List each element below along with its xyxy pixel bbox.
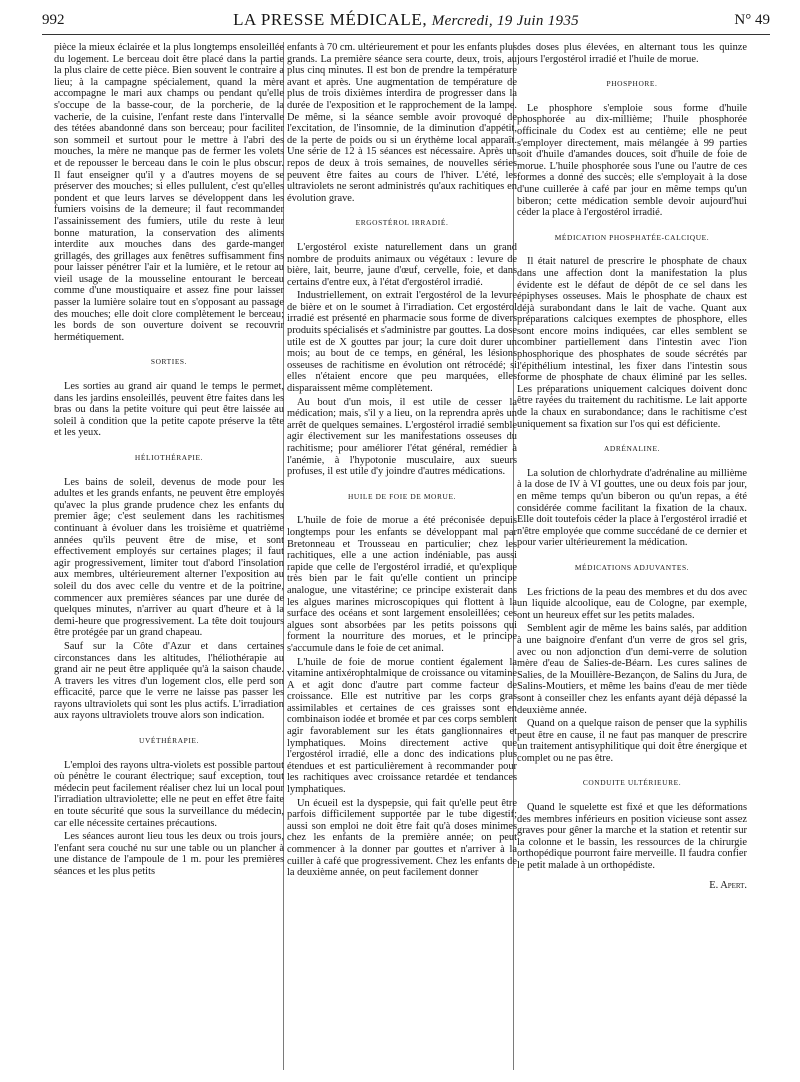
paragraph: pièce la mieux éclairée et la plus longtemps ensoleillée du logement. Le berceau doit être placé dans la partie la plus claire de cette pièce. Bien souvent le contraire a lieu; à la campagne spécialement, quand la mère accompagne le mari aux champs ou pendant qu'elle s'occupe de la basse-cour, de la porcherie, de la vacherie, de la cuisine, l'enfant reste dans l'intervalle des tétées abandonné dans son berceau; pour faciliter son sommeil et surtout pour le mettre à l'abri des mouches, la mère ne manque pas de fermer les volets et de repousser le berceau dans le coin le plus obscur. Il faut enseigner qu'il y a d'autres moyens de se préserver des mouches; si elles pullulent, c'est qu'elles pondent et que leurs larves se développent dans les fumiers voisins de la demeure; il faut recommander l'assainissement des fumiers, utile du reste à leur bonne maturation, la conservation des aliments interdite aux mouches dans des garde-manger grillagés, des grillages aux fenêtres suffisamment fins pour laisser pénétrer l'air et la lumière, et le retour au vieil usage de la mousseline entourant le berceau comme d'une moustiquaire et assez fine pour laisser passer la lumière solaire tout en s'opposant au passage des mouches; elle doit clore complètement le berceau; les bords de son ouverture doivent se recouvrir hermétiquement.: [54, 42, 284, 343]
paragraph: Les bains de soleil, devenus de mode pour les adultes et les grands enfants, ne peuvent être employés qu'avec la plus grande prudence chez les enfants du premier âge; c'est seulement dans les rachitismes continuant à évoluer dans les troisième et quatrième années qu'ils peuvent être de mise, et sont effectivement employés sur certaines plages; il faut agir progressivement, limiter tout d'abord l'insolation aux membres, ultérieurement alterner l'exposition au soleil du dos avec celle du ventre et de la poitrine, commencer aux premières séances par une durée de quelques minutes, n'arriver au quart d'heure et à la demi-heure que progressivement. La tête doit toujours être protégée par un grand chapeau.: [54, 476, 284, 639]
paragraph: Semblent agir de même les bains salés, par addition à une baignoire d'enfant d'un verre de gros sel gris, avec ou non adjonction d'un demi-verre de solution mère d'eau de Salies-de-Béarn. Les cures salines de Salies, de la Mouillère-Bezançon, de Salins du Jura, de Salins-Moutiers, et même les bains d'eau de mer tiède sont à conseiller chez les enfants ayant déjà dépassé la deuxième année.: [517, 623, 747, 716]
paragraph: Il était naturel de prescrire le phosphate de chaux dans une affection dont la manifestation la plus évidente est le défaut de dépôt de ce sel dans les épiphyses osseuses. Mais le phosphate de chaux est déjà surabondant dans le lait de vache. Quant aux préparations calciques exemptes de phosphore, elles sont encore moins indiquées, car elles semblent se combiner partiellement dans l'intestin avec l'ion phosphorique des phosphates de soude sécrétés par l'épithélium intestinal, les fixer dans l'intestin sous forme de phosphate de chaux éliminé par les selles. Les préparations uniquement calciques doivent donc être rayées du traitement du rachitisme. Le lait apporte de la chaux en surabondance; dans le rachitisme c'est uniquement sa fixation sur l'os qui est déficiente.: [517, 256, 747, 430]
paragraph: L'ergostérol existe naturellement dans un grand nombre de produits animaux ou végétaux : levure de bière, lait, beurre, jaune d'œuf, cervelle, foie, et dans certains d'entre eux, à l'état d'ergostérol irradié.: [287, 241, 517, 288]
paragraph: Les séances auront lieu tous les deux ou trois jours, l'enfant sera couché nu sur une table ou un plancher à une distance de l'ampoule de 1 m. pour les premières séances et les plus petits: [54, 831, 284, 877]
paragraph: L'huile de foie de morue a été préconisée depuis longtemps pour les enfants se développant mal par Bretonneau et Trousseau en particulier; chez les rachitiques, elle a une action indéniable, pas aussi rapide que celle de l'ergostérol irradié, et qu'explique très bien par le fait qu'elle contient un principe analogue, une vitastérine; ce principe existerait dans les algues marines microscopiques qui flottent à la surface des océans et sont largement ensoleillées; ces algues sont absorbées par les petits poissons qui forment la nourriture des morues, et le principe s'accumule dans le foie de cet animal.: [287, 515, 517, 654]
page-header: [42, 6, 770, 35]
column-1: [54, 42, 284, 878]
paragraph: Les frictions de la peau des membres et du dos avec un liquide alcoolique, eau de Cologne, par exemple, ont un heureux effet sur les petits malades.: [517, 586, 747, 621]
section-heading-sorties: SORTIES.: [150, 357, 188, 367]
issue-date: Mercredi, 19 Juin 1935: [431, 13, 579, 29]
paragraph: Les sorties au grand air quand le temps le permet, dans les jardins ensoleillés, peuvent être faites dans les bras ou dans la petite voiture qui peut être laissée au soleil à condition que la petite capote préserve la tête et les yeux.: [54, 381, 284, 439]
page-number: 992: [42, 12, 65, 28]
paragraph: L'emploi des rayons ultra-violets est possible partout où pénètre le courant électrique; sauf exception, tout médecin peut facilement réaliser chez lui un local pour l'irradiation ultraviolette; elle ne peut en effet être faite en toute sécurité que sous la surveillance du médecin, car elle nécessite certaines précautions.: [54, 759, 284, 829]
column-3: [517, 42, 747, 891]
paragraph: Au bout d'un mois, il est utile de cesser la médication; mais, s'il y a lieu, on la reprendra après un arrêt de quelques semaines. L'ergostérol irradié semble agir électivement sur les manifestations osseuses du rachitisme; pour améliorer l'état général, remédier à l'anémie, à l'hypotonie musculaire, aux sueurs profuses, il est utile d'y joindre d'autres médications.: [287, 396, 517, 478]
paragraph: Sauf sur la Côte d'Azur et dans certaines circonstances dans les altitudes, l'héliothérapie au grand air ne peut être appliquée qu'à la saison chaude. A travers les vitres d'un logement clos, elle perd son efficacité, parce que le verre ne laisse pas passer les rayons ultraviolets qui sont les plus actifs. L'irradiation aux rayons ultraviolets trouve alors son indication.: [54, 640, 284, 722]
paragraph: Le phosphore s'emploie sous forme d'huile phosphorée au dix-millième; l'huile phosphorée officinale du Codex est au centième; elle ne peut s'employer directement, mais mélangée à 99 parties soit d'huile d'amandes douces, soit d'huile de foie de morue. L'huile phosphorée sous l'une ou l'autre de ces formes a donné des succès; elle s'employait à la dose d'une cuillerée à café par jour en même temps qu'un biberon; cette médication semble devoir aujourd'hui céder la place à l'ergostérol irradié.: [517, 102, 747, 219]
section-heading-phosphore: PHOSPHORE.: [606, 79, 658, 89]
running-title: [42, 10, 770, 30]
section-heading-conduite-ulterieure: CONDUITE ULTÉRIEURE.: [582, 778, 682, 788]
paragraph: Quand on a quelque raison de penser que la syphilis peut être en cause, il ne faut pas manquer de prescrire un traitement antisyphilitique qui doit être énergique et complet ou ne pas être.: [517, 718, 747, 764]
paragraph: enfants à 70 cm. ultérieurement et pour les enfants plus grands. La première séance sera courte, deux, trois, au plus cinq minutes. Il est bon de prendre la température avant et après. Une augmentation de température de plus de trois dixièmes interdira de progresser dans la durée de l'exposition et le rapprochement de la lampe. De même, si la séance semble avoir provoqué de l'excitation, de l'insomnie, de la diminution d'appétit, de la perte de poids ou si un érythème local apparaît. Une série de 12 à 15 séances est nécessaire. Après un repos de deux à trois semaines, de nouvelles séries peuvent être faites au cours de l'hiver. L'été, les ultraviolets ne seront administrés qu'aux rachitiques en évolution grave.: [287, 42, 517, 204]
paragraph: Un écueil est la dyspepsie, qui fait qu'elle peut être parfois difficilement supportée par le tube digestif; aussi son emploi ne doit être fait qu'à doses minimes chez les enfants de la première année; on peut commencer à la donner par gouttes et n'arriver à la cuiller à café que progressivement. Chez les enfants de la deuxième année, on peut facilement donner: [287, 797, 517, 879]
section-heading-medications-adjuvantes: MÉDICATIONS ADJUVANTES.: [574, 562, 690, 572]
section-heading-medication-phosphatee: MÉDICATION PHOSPHATÉE-CALCIQUE.: [554, 232, 710, 242]
section-heading-adrenaline: ADRÉNALINE.: [603, 444, 661, 454]
section-heading-heliotherapie: HÉLIOTHÉRAPIE.: [134, 453, 204, 462]
section-heading-huile-foie-morue: HUILE DE FOIE DE MORUE.: [347, 491, 457, 501]
author-signature: E. Apert.: [709, 879, 747, 891]
journal-name: LA PRESSE MÉDICALE,: [233, 10, 428, 29]
section-heading-ergosterol: ERGOSTÉROL IRRADIÉ.: [355, 218, 449, 228]
column-2: [287, 42, 517, 879]
paragraph: L'huile de foie de morue contient également la vitamine antixérophtalmique de croissance ou vitamine A et agit donc d'autre part comme facteur de croissance. Elle est nutritive par les corps gras assimilables et certaines de ces graisses sont en combinaison iodée et bromée et par ces corps semblent agir favorablement sur les états ganglionnaires et lymphatiques. Moins directement active que l'ergostérol irradié, elle a donc des indications plus étendues et est particulièrement à recommander pour les rachitiques avec croissance retardée et tendances lymphatiques.: [287, 656, 517, 796]
paragraph: Industriellement, on extrait l'ergostérol de la levure de bière et on le soumet à l'irradiation. Cet ergostérol irradié est présenté en pharmacie sous forme de divers produits spécialisés et s'administre par gouttes. La dose utile est de X gouttes par jour; la cure doit durer un mois; au bout de ce temps, en général, les lésions osseuses de rachitisme en évolution ont rétrocédé; si elles n'étaient encore que peu marquées, elles disparaissent même complètement.: [287, 290, 517, 395]
section-heading-uvetherapie: UVÉTHÉRAPIE.: [139, 736, 199, 746]
paragraph: des doses plus élevées, en alternant tous les quinze jours l'ergostérol irradié et l'huile de morue.: [517, 42, 747, 65]
issue-number: N° 49: [734, 12, 770, 28]
paragraph: Quand le squelette est fixé et que les déformations des membres inférieurs en position vicieuse sont assez graves pour gêner la marche et la station et retentir sur la colonne et le bassin, les ressources de la chirurgie orthopédique pourront faire merveille. Il faudra confier le petit malade à un orthopédiste.: [517, 802, 747, 872]
paragraph: La solution de chlorhydrate d'adrénaline au millième à la dose de IV à VI gouttes, une ou deux fois par jour, en même temps qu'un biberon ou qu'un repas, a été considérée comme facilitant la fixation de la chaux. Elle doit toutefois céder la place à l'ergostérol irradié et n'être employée que comme succédané de ce dernier et pour varier ultérieurement la médication.: [517, 467, 747, 549]
